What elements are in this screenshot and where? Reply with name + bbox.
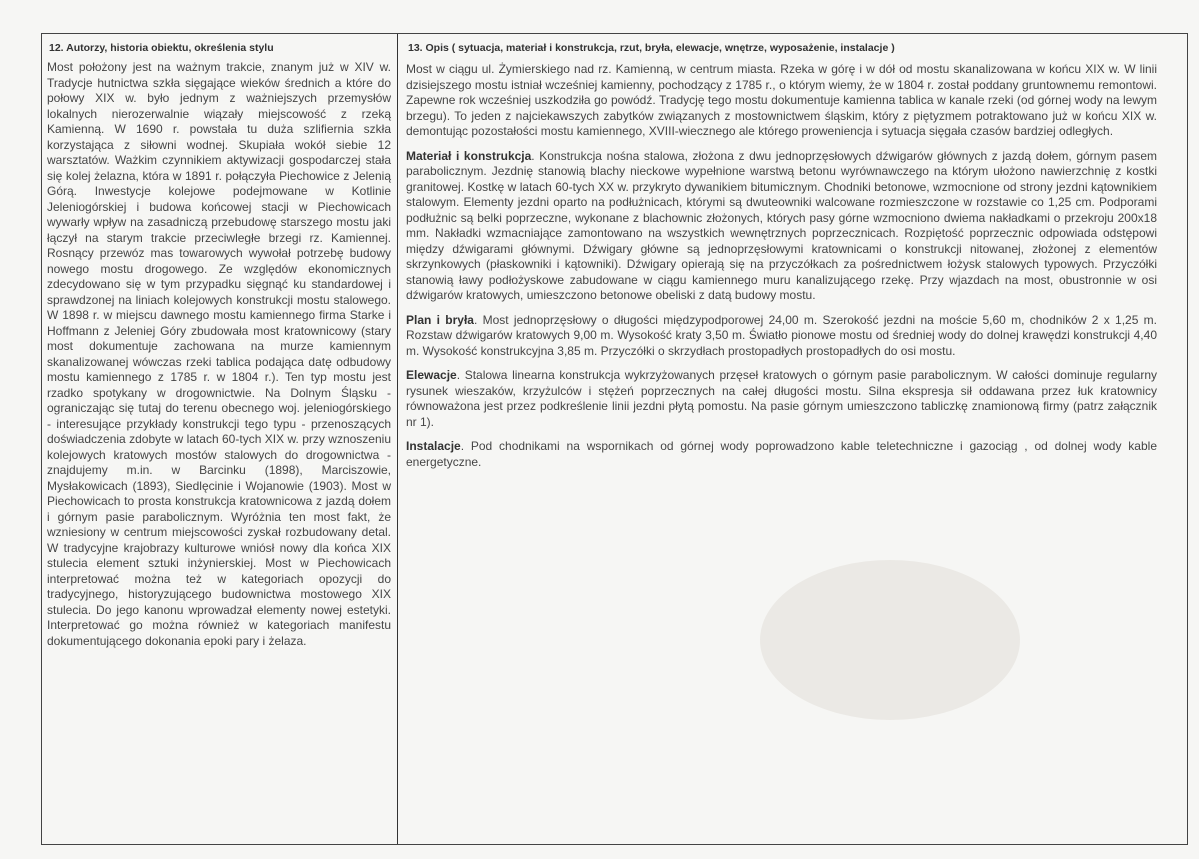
section-12-column <box>42 34 398 844</box>
material-construction-label: Materiał i konstrukcja <box>406 148 532 163</box>
material-construction-text: . Konstrukcja nośna stalowa, złożona z dwu jednoprzęsłowych dźwigarów głównych z jazdą dołem, górnym pasem parabolicznym. Jezdnię stanowią blachy nieckowe wypełnione warstwą betonu wyrównawczego na którym ułożono nawierzchnię z kostki granitowej. Kostkę w latach 60-tych XX w. przykryto dywanikiem bitumicznym. Chodniki betonowe, wzmocnione od strony jezdni kątownikiem stalowym. Elementy jezdni oparto na podłużnicach, którymi są dwuteowniki walcowane rozmieszczone w rozstawie co 1,25 cm. Podporami podłużnic są belki poprzeczne, wykonane z blachownic złożonych, których pasy górne wzmocniono dwiema nakładkami o przekroju 200x18 mm. Nakładki wzmacniające zamontowano na wszystkich wewnętrznych poprzecznicach. Rozpiętość poprzecznic odpowiada odstępowi między dźwigarami głównymi. Dźwigary główne są jednoprzęsłowymi kratownicami o konstrukcji nitowanej, złożonej z elementów skrzynkowych (płaskowniki i kątowniki). Dźwigary opierają się na przyczółkach za pośrednictwem łożysk stalowych typowych. Przyczółki stanowią ławy podłożyskowe zabudowane w ciągu kamiennego muru kanalizującego rzekę. Przy wjazdach na most, obustronnie w osi dźwigarów kratowych, umieszczono betonowe obeliski z datą budowy mostu. <box>406 148 1157 302</box>
section-13-column <box>398 34 1187 844</box>
installations-paragraph <box>406 439 1157 470</box>
plan-paragraph <box>406 313 1157 360</box>
section-13-intro: Most w ciągu ul. Żymierskiego nad rz. Kamienną, w centrum miasta. Rzeka w górę i w dół od mostu skanalizowana w końcu XIX w. W linii dzisiejszego mostu istniał wcześniej kamienny, pochodzący z 1785 r., o którym wiemy, że w 1804 r. został poddany gruntownemu remontowi. Zapewne rok wcześniej uszkodziła go powódź. Tradycję tego mostu dokumentuje kamienna tablica w kanale rzeki (od górnej wody na lewym brzegu). To jeden z najciekawszych zabytków związanych z mostownictwem śląskim, który z piętyzmem potraktowano już w końcu XIX w. demontując pozostałości mostu kamiennego, XVIII-wiecznego ale którego proweniencja i sytuacja sięgała czasów bardziej odległych. <box>406 62 1157 138</box>
plan-label: Plan i bryła <box>406 312 474 327</box>
elevations-text: . Stalowa linearna konstrukcja wykrzyżowanych przęseł kratowych o górnym pasie parabolicznym. W całości dominuje regularny rysunek wieszaków, krzyżulców i stężeń poprzecznych na całej długości mostu. Silna ekspresja sił oddawana przez łuk kratownicy równoważona jest przez podkreślenie linii jezdni płytą pomostu. Na pasie górnym umieszczono tabliczkę znamionową firmy (patrz załącznik nr 1). <box>406 368 1157 429</box>
section-12-heading: 12. Autorzy, historia obiektu, określenia stylu <box>49 42 274 54</box>
section-13-heading: 13. Opis ( sytuacja, materiał i konstrukcja, rzut, bryła, elewacje, wnętrze, wyposażenie, instalacje ) <box>408 42 895 54</box>
elevations-paragraph <box>406 368 1157 430</box>
installations-label: Instalacje <box>406 439 461 453</box>
section-12-text: Most położony jest na ważnym trakcie, znanym już w XIV w. Tradycje hutnictwa szkła sięgające wieków średnich a które do połowy XIX w. było jednym z ważniejszych przemysłów lokalnych nierozerwalnie wiązały miejscowość z rzeką Kamienną. W 1690 r. powstała tu duża szlifiernia szkła korzystająca z siłowni wodnej. Skupiała wokół siebie 12 warsztatów. Ważkim czynnikiem aktywizacji gospodarczej stała się kolej żelazna, która w 1891 r. połączyła Piechowice z Jelenią Górą. Inwestycje kolejowe podejmowane w Kotlinie Jeleniogórskiej i budowa końcowej stacji w Piechowicach wywarły wpływ na zasadniczą przebudowę starszego mostu jaki łączył na starym trakcie przeciwległe brzegi rz. Kamiennej. Rosnący przewóz mas towarowych wywołał potrzebę budowy nowego mostu drogowego. Ze względów ekonomicznych zdecydowano się w tym przypadku sięgnąć ku standardowej i sprawdzonej na liniach kolejowych konstrukcji mostu stalowego. W 1898 r. w miejscu dawnego mostu kamiennego firma Starke i Hoffmann z Jeleniej Góry zbudowała most kratownicowy (stary most dokumentuje zachowana na murze kamiennym skanalizowanej wówczas rzeki tablica podająca datę odbudowy mostu kamiennego z 1785 r. w 1804 r.). Ten typ mostu jest rzadko spotykany w drogownictwie. Na Dolnym Śląsku - ograniczając się tutaj do terenu obecnego woj. jeleniogórskiego - interesujące przykłady konstrukcji tego typu - przenoszących doświadczenia zdobyte w latach 60-tych XIX w. przy wznoszeniu kolejowych kratowych mostów stalowych do drogownictwa - znajdujemy m.in. w Barcinku (1898), Marciszowie, Mysłakowicach (1893), Siedlęcinie i Wojanowie (1903). Most w Piechowicach to prosta konstrukcja kratownicowa z jazdą dołem i górnym pasie parabolicznym. Wyróżnia ten most fakt, że wzniesiony w centrum miejscowości zyskał rozbudowany detal. W tradycyjne krajobrazy kulturowe wniósł nowy dla końca XIX stulecia element sztuki inżynierskiej. Most w Piechowicach interpretować można też w kategoriach opozycji do tradycyjnego, historyzującego budownictwa mostowego XIX stulecia. Do jego kanonu wprowadzał elementy nowej estetyki. Interpretować go można również w kategoriach manifestu dokumentującego dokonania epoki pary i żelaza. <box>47 60 391 648</box>
material-construction-paragraph <box>406 149 1157 304</box>
form-frame <box>41 33 1188 845</box>
plan-text: . Most jednoprzęsłowy o długości międzypodporowej 24,00 m. Szerokość jezdni na moście 5,60 m, chodników 2 x 1,25 m. Rozstaw dźwigarów kratowych 9,00 m. Wysokość kraty 3,50 m. Światło pionowe mostu od średniej wody do dolnej krawędzi konstrukcji 4,40 m. Wysokość konstrukcyjna 3,85 m. Przyczółki o skrzydłach prostopadłych prostopadłych do osi mostu. <box>406 312 1158 358</box>
installations-text: . Pod chodnikami na wspornikach od górnej wody poprowadzono kable teletechniczne i gazociąg , od dolnej wody kable energetyczne. <box>406 439 1157 469</box>
elevations-label: Elewacje <box>406 368 457 382</box>
